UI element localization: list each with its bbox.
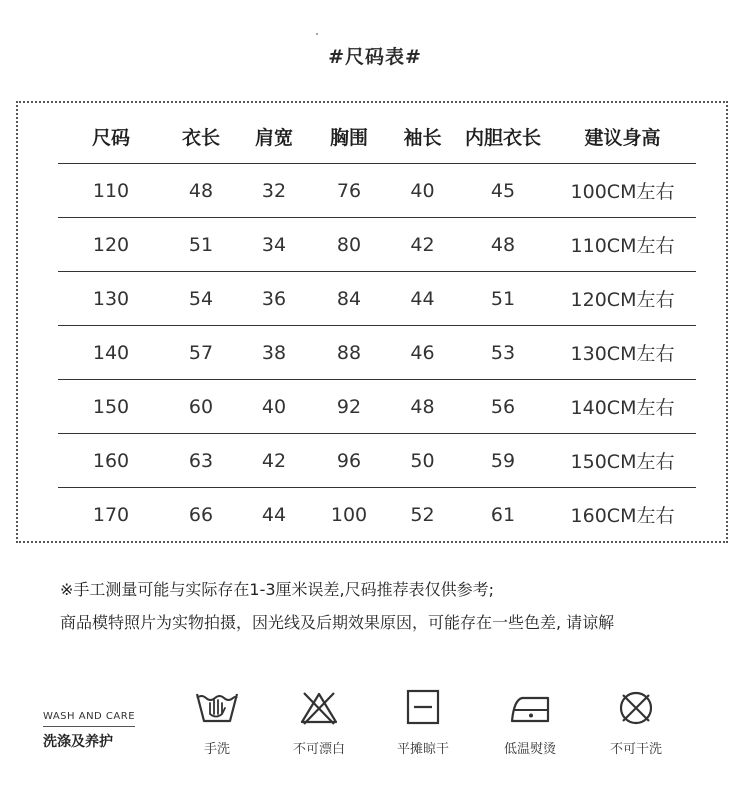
cell-size: 140 — [92, 341, 130, 364]
cell-liner-length: 48 — [490, 233, 516, 256]
cell-size: 150 — [92, 395, 130, 418]
measurement-note: ※手工测量可能与实际存在1-3厘米误差,尺码推荐表仅供参考; — [60, 580, 495, 599]
header-length: 衣长 — [181, 127, 220, 149]
cell-height: 100CM左右 — [570, 181, 675, 203]
cell-sleeve: 46 — [410, 341, 435, 364]
care-item-low-iron — [485, 688, 575, 757]
header-shoulder: 肩宽 — [254, 127, 293, 149]
cell-chest: 88 — [336, 341, 362, 364]
care-item-no-dry-clean — [591, 688, 681, 757]
cell-shoulder: 38 — [261, 341, 287, 364]
cell-height: 160CM左右 — [570, 505, 675, 527]
care-title-en: WASH AND CARE — [43, 711, 136, 722]
cell-size: 170 — [92, 503, 130, 526]
table-row — [58, 434, 696, 488]
header-chest: 胸围 — [329, 127, 368, 149]
table-row — [58, 272, 696, 326]
header-height: 建议身高 — [584, 127, 661, 149]
no-dry-clean-icon — [610, 688, 662, 728]
cell-sleeve: 42 — [410, 233, 435, 256]
cell-liner-length: 53 — [490, 341, 516, 364]
cell-length: 54 — [188, 287, 214, 310]
cell-sleeve: 44 — [410, 287, 435, 310]
cell-chest: 76 — [336, 179, 362, 202]
cell-height: 150CM左右 — [570, 451, 675, 473]
table-header-row — [58, 110, 696, 164]
cell-length: 60 — [188, 395, 214, 418]
hand-wash-icon — [191, 688, 243, 728]
care-title-cn: 洗涤及养护 — [43, 734, 113, 750]
care-label-low-iron: 低温熨烫 — [503, 742, 556, 757]
cell-liner-length: 51 — [490, 287, 516, 310]
header-liner-length: 内胆衣长 — [464, 127, 541, 149]
cell-chest: 96 — [336, 449, 362, 472]
cell-length: 57 — [188, 341, 214, 364]
cell-sleeve: 40 — [410, 179, 435, 202]
cell-height: 130CM左右 — [570, 343, 675, 365]
cell-shoulder: 40 — [261, 395, 287, 418]
cell-shoulder: 44 — [261, 503, 287, 526]
cell-liner-length: 45 — [490, 179, 516, 202]
care-item-hand-wash — [172, 688, 262, 757]
cell-liner-length: 61 — [490, 503, 516, 526]
table-row — [58, 488, 696, 542]
cell-height: 140CM左右 — [570, 397, 675, 419]
low-iron-icon — [504, 688, 556, 728]
cell-shoulder: 32 — [261, 179, 287, 202]
cell-length: 66 — [188, 503, 214, 526]
flat-dry-icon — [397, 688, 449, 728]
header-size: 尺码 — [91, 127, 130, 149]
care-title-divider — [43, 726, 135, 727]
cell-length: 51 — [188, 233, 214, 256]
cell-size: 120 — [92, 233, 130, 256]
header-sleeve: 袖长 — [403, 127, 442, 149]
cell-shoulder: 42 — [261, 449, 287, 472]
cell-length: 63 — [188, 449, 214, 472]
table-row — [58, 218, 696, 272]
cell-sleeve: 52 — [410, 503, 435, 526]
care-label-no-dry-clean: 不可干洗 — [609, 742, 662, 757]
cell-liner-length: 59 — [490, 449, 516, 472]
cell-height: 120CM左右 — [570, 289, 675, 311]
cell-size: 110 — [92, 179, 130, 202]
decorative-dot — [316, 33, 318, 35]
care-item-flat-dry — [378, 688, 468, 757]
care-label-flat-dry: 平摊晾干 — [396, 742, 449, 757]
cell-chest: 92 — [336, 395, 362, 418]
care-item-no-bleach — [274, 688, 364, 757]
cell-chest: 80 — [336, 233, 362, 256]
size-table — [58, 110, 696, 541]
care-label-no-bleach: 不可漂白 — [292, 742, 345, 757]
cell-size: 160 — [92, 449, 130, 472]
cell-size: 130 — [92, 287, 130, 310]
cell-shoulder: 34 — [261, 233, 287, 256]
cell-sleeve: 50 — [410, 449, 435, 472]
cell-sleeve: 48 — [410, 395, 435, 418]
cell-length: 48 — [188, 179, 214, 202]
table-row — [58, 164, 696, 218]
care-label-hand-wash: 手洗 — [203, 742, 230, 757]
cell-height: 110CM左右 — [570, 235, 675, 257]
table-row — [58, 380, 696, 434]
color-note: 商品模特照片为实物拍摄，因光线及后期效果原因，可能存在一些色差, 请谅解 — [60, 613, 615, 632]
table-row — [58, 326, 696, 380]
no-bleach-icon — [293, 688, 345, 728]
cell-chest: 84 — [336, 287, 362, 310]
cell-shoulder: 36 — [261, 287, 287, 310]
page-title: #尺码表# — [328, 46, 422, 68]
cell-chest: 100 — [330, 503, 368, 526]
cell-liner-length: 56 — [490, 395, 516, 418]
